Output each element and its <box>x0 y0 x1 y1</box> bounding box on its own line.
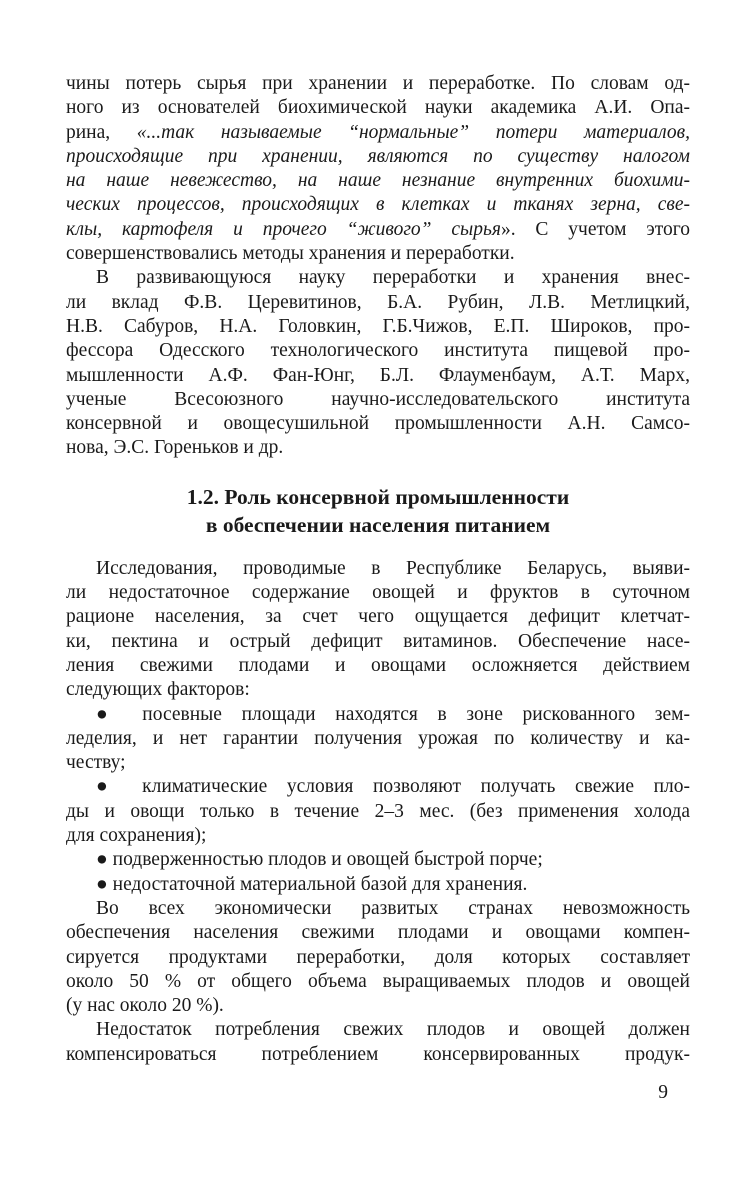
text-line: ● подверженностью плодов и овощей быстрой порче; <box>96 849 543 871</box>
text-line: мышленности А.Ф. Фан-Юнг, Б.Л. Флауменбаум, А.Т. Марх, <box>66 364 690 386</box>
paragraph-research <box>66 557 690 703</box>
text-line: консервной и овощесушильной промышленности А.Н. Самсо- <box>66 413 690 435</box>
text-line: Во всех экономически развитых странах невозможность <box>96 897 690 919</box>
text-line: сируется продуктами переработки, доля которых составляет <box>66 946 690 968</box>
bullet-list <box>66 703 690 897</box>
text-line <box>66 218 690 242</box>
text-line: леделия, и нет гарантии получения урожая по количеству и ка- <box>66 727 690 749</box>
heading-line: в обеспечении населения питанием <box>205 512 551 537</box>
text-line: ● посевные площади находятся в зоне рискованного зем- <box>96 703 690 725</box>
text-line: чины потерь сырья при хранении и переработке. По словам од- <box>66 73 690 94</box>
paragraph-consumption <box>66 1018 690 1067</box>
text-fragment: рина, <box>66 121 137 143</box>
text-line: ли недостаточное содержание овощей и фруктов в суточном <box>66 582 690 604</box>
text-line: Недостаток потребления свежих плодов и овощей должен <box>96 1019 690 1041</box>
text-line: для сохранения); <box>66 825 207 847</box>
text-line: рационе населения, за счет чего ощущается дефицит клетчат- <box>66 606 690 628</box>
text-line: В развивающуюся науку переработки и хранения внес- <box>96 267 690 289</box>
text-line: Н.В. Сабуров, Н.А. Головкин, Г.Б.Чижов, Е.П. Широков, про- <box>66 315 690 337</box>
list-item <box>66 848 690 872</box>
quote-fragment: клы, картофеля и прочего “живого” сырья <box>66 218 501 240</box>
quote-fragment: «...так называемые “нормальные” потери материалов, <box>136 121 690 143</box>
section-heading <box>66 483 690 539</box>
text-line: ления свежими плодами и овощами осложняется действием <box>66 654 690 676</box>
text-line: обеспечения населения свежими плодами и овощами компен- <box>66 922 690 944</box>
text-line: ● недостаточной материальной базой для хранения. <box>96 873 528 895</box>
text-line: фессора Одесского технологического института пищевой про- <box>66 340 690 362</box>
text-line: ки, пектина и острый дефицит витаминов. Обеспечение насе- <box>66 630 690 652</box>
text-line: ды и овощи только в течение 2–3 мес. (без применения холода <box>66 800 690 822</box>
quote-line: ческих процессов, происходящих в клетках и тканях зерна, све- <box>66 194 690 216</box>
list-item <box>66 775 690 848</box>
text-line: ли вклад Ф.В. Церевитинов, Б.А. Рубин, Л.В. Метлицкий, <box>66 291 690 313</box>
list-item <box>66 703 690 776</box>
text-line: компенсироваться потреблением консервированных продук- <box>66 1043 690 1065</box>
text-line: совершенствовались методы хранения и переработки. <box>66 243 515 265</box>
text-line: около 50 % от общего объема выращиваемых плодов и овощей <box>66 970 690 992</box>
page-number: 9 <box>658 1082 668 1103</box>
text-line: Исследования, проводимые в Республике Беларусь, выяви- <box>96 557 690 579</box>
text-line: нова, Э.С. Гореньков и др. <box>66 437 284 459</box>
list-item <box>66 873 690 897</box>
page-body <box>66 72 690 1067</box>
text-line: честву; <box>66 752 126 774</box>
heading-line: 1.2. Роль консервной промышленности <box>186 484 570 509</box>
text-line: ● климатические условия позволяют получать свежие пло- <box>96 776 690 798</box>
paragraph-economy <box>66 897 690 1018</box>
text-line: (у нас около 20 %). <box>66 995 224 1017</box>
text-line: следующих факторов: <box>66 679 250 701</box>
quote-line: происходящие при хранении, являются по существу налогом <box>66 145 690 167</box>
text-line: ного из основателей биохимической науки академика А.И. Опа- <box>66 97 690 119</box>
text-line: ученые Всесоюзного научно-исследовательского института <box>66 388 690 410</box>
text-fragment: ». С учетом этого <box>500 218 690 240</box>
quote-line: на наше невежество, на наше незнание внутренних биохими- <box>66 170 690 192</box>
text-line <box>66 121 690 145</box>
paragraph-intro <box>66 72 690 266</box>
paragraph-scientists <box>66 266 690 460</box>
